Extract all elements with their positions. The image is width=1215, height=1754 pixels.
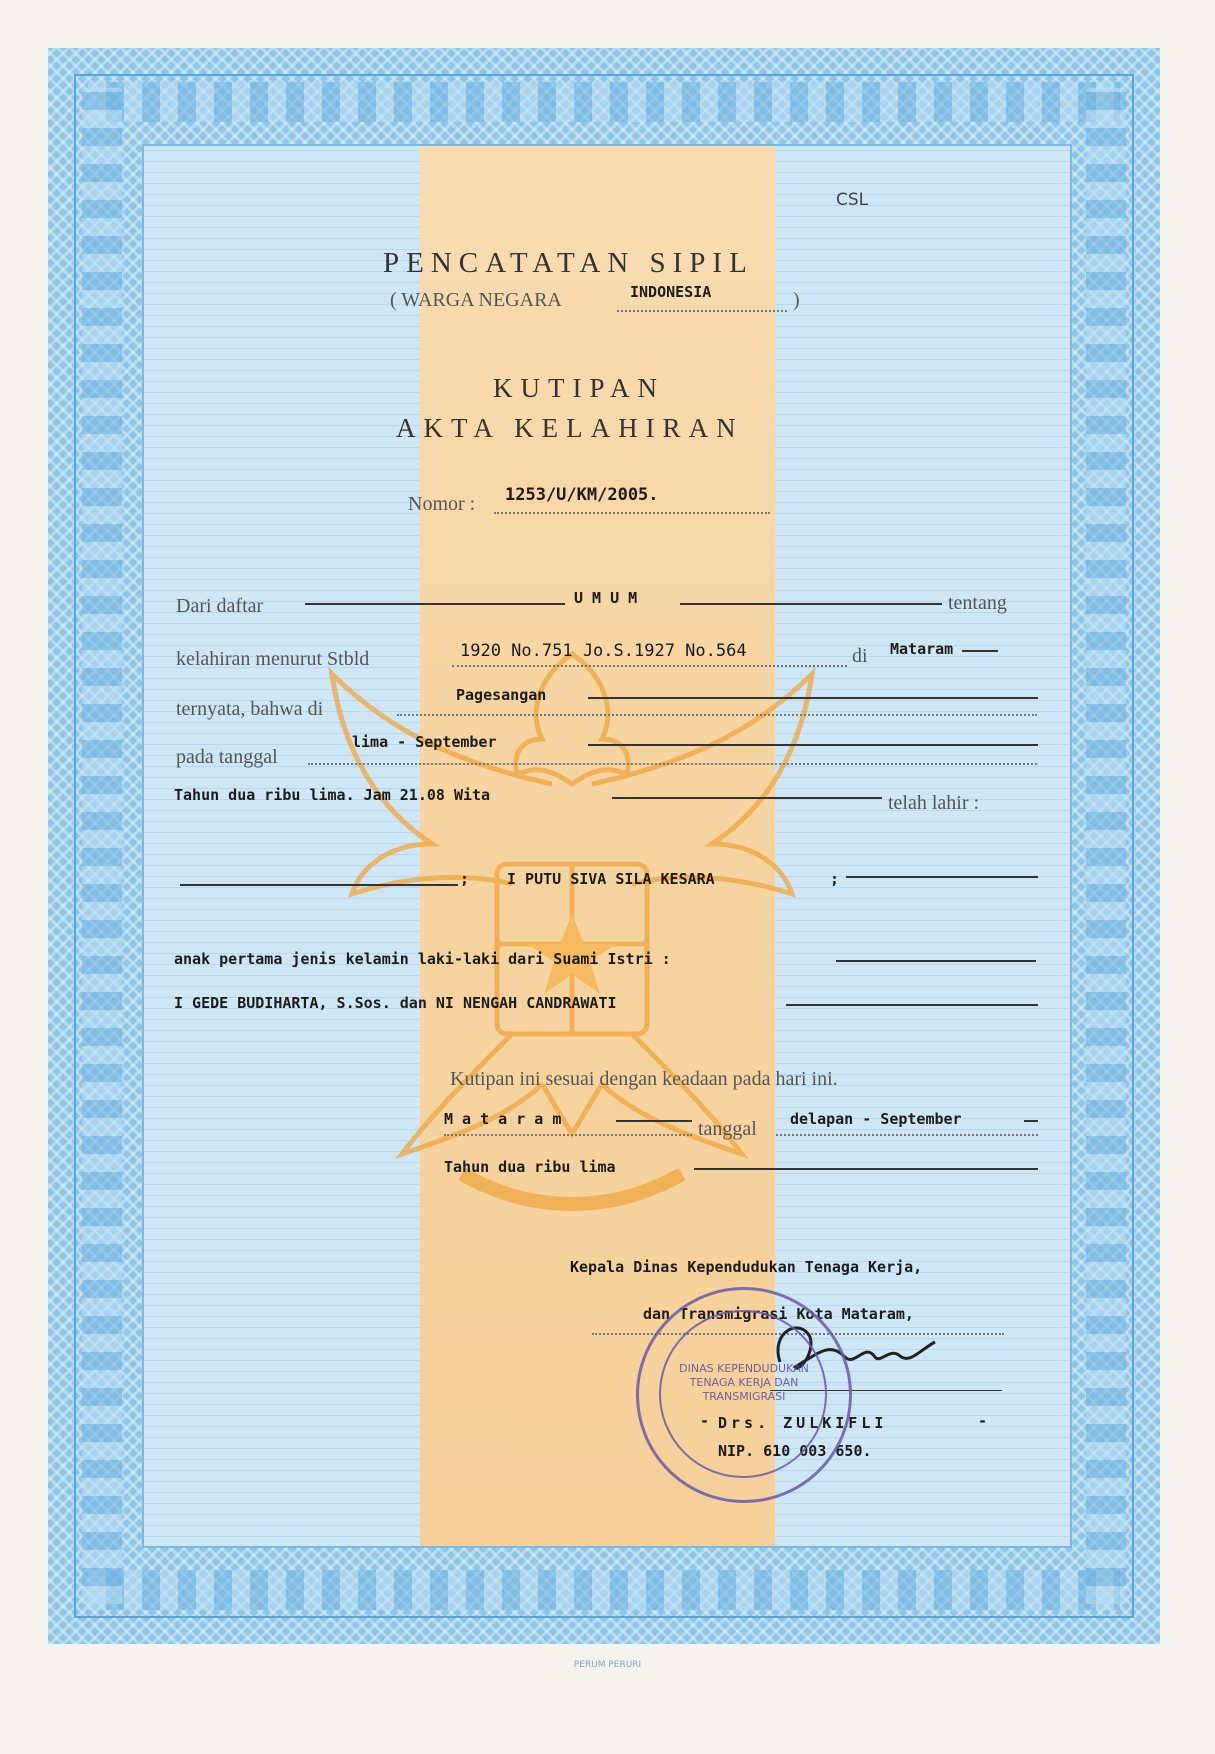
official-stamp: [636, 1287, 852, 1503]
place-dotted-line: [397, 714, 1037, 716]
citizenship-label: ( WARGA NEGARA: [390, 289, 562, 311]
signatory-nip: NIP. 610 003 650.: [718, 1442, 872, 1460]
stamp-line-2: TENAGA KERJA DAN: [689, 1376, 799, 1389]
issue-date-label: tanggal: [698, 1118, 757, 1140]
extract-statement: Kutipan ini sesuai dengan keadaan pada hari ini.: [450, 1068, 838, 1090]
citizenship-suffix: ): [793, 289, 800, 311]
issue-place-dotted-line: [444, 1134, 692, 1136]
parents-value: I GEDE BUDIHARTA, S.Sos. dan NI NENGAH CANDRAWATI: [174, 994, 617, 1012]
register-suffix: tentang: [948, 592, 1007, 614]
stbld-dotted-line: [452, 665, 847, 667]
signatory-title-line-1: Kepala Dinas Kependudukan Tenaga Kerja,: [570, 1258, 923, 1276]
printer-imprint: PERUM PERURI: [573, 1660, 642, 1670]
signatory-name: Drs. ZULKIFLI: [718, 1414, 888, 1432]
document-number-label: Nomor :: [408, 493, 476, 515]
issue-date-value: delapan - September: [790, 1110, 962, 1128]
child-name-dash-left: [180, 884, 458, 886]
birth-date-dotted-line: [308, 763, 1037, 765]
form-code: CSL: [836, 190, 869, 210]
place-label: ternyata, bahwa di: [176, 698, 324, 720]
child-description-dash: [836, 960, 1036, 962]
birth-city-value: Mataram: [890, 640, 954, 658]
citizenship-value: INDONESIA: [630, 283, 712, 301]
issue-place-dash: [616, 1120, 692, 1122]
birth-year-time-dash: [612, 797, 882, 799]
child-description-value: anak pertama jenis kelamin laki-laki dari Suami Istri :: [174, 950, 671, 968]
child-name-dash-right: [846, 876, 1038, 878]
issue-date-dash: [1024, 1120, 1038, 1122]
stbld-label: kelahiran menurut Stbld: [176, 648, 370, 670]
register-label: Dari daftar: [176, 595, 264, 617]
child-name-value: I PUTU SIVA SILA KESARA: [507, 870, 715, 888]
issue-place-value: M a t a r a m: [444, 1110, 562, 1128]
official-stamp-text: [669, 1362, 819, 1404]
child-name-separator-right: ;: [830, 870, 840, 888]
stamp-line-1: DINAS KEPENDUDUKAN: [679, 1362, 809, 1375]
signatory-name-dash-left: -: [700, 1412, 710, 1430]
child-name-separator-left: ;: [460, 870, 470, 888]
document-number-dotted-line: [494, 512, 770, 514]
certificate-authority-title: PENCATATAN SIPIL: [383, 247, 754, 279]
document-title-line-2: AKTA KELAHIRAN: [396, 413, 744, 443]
stbld-at-label: di: [852, 645, 868, 667]
issue-year-value: Tahun dua ribu lima: [444, 1158, 616, 1176]
birth-year-time-value: Tahun dua ribu lima. Jam 21.08 Wita: [174, 786, 491, 804]
issue-year-dash: [694, 1168, 1038, 1170]
signatory-title-line-2: dan Transmigrasi Kota Mataram,: [643, 1305, 914, 1323]
parents-dash: [786, 1004, 1038, 1006]
birth-date-label: pada tanggal: [176, 746, 278, 768]
register-dash-right: [680, 603, 942, 605]
register-dash-left: [305, 603, 565, 605]
document-title-line-1: KUTIPAN: [493, 373, 666, 403]
citizenship-dotted-line: [617, 310, 787, 312]
birth-date-value: lima - September: [352, 733, 497, 751]
signatory-name-dash-right: -: [978, 1412, 988, 1430]
born-label: telah lahir :: [888, 792, 980, 814]
stamp-line-3: TRANSMIGRASI: [702, 1390, 786, 1403]
birth-date-dash: [588, 744, 1038, 746]
issue-date-dotted-line: [776, 1134, 1038, 1136]
document-number-value: 1253/U/KM/2005.: [505, 485, 659, 505]
register-value: U M U M: [574, 589, 638, 607]
birth-place-value: Pagesangan: [456, 686, 547, 704]
stbld-value: 1920 No.751 Jo.S.1927 No.564: [460, 641, 747, 661]
birth-place-dash: [588, 697, 1038, 699]
birth-city-dash: [962, 650, 998, 652]
